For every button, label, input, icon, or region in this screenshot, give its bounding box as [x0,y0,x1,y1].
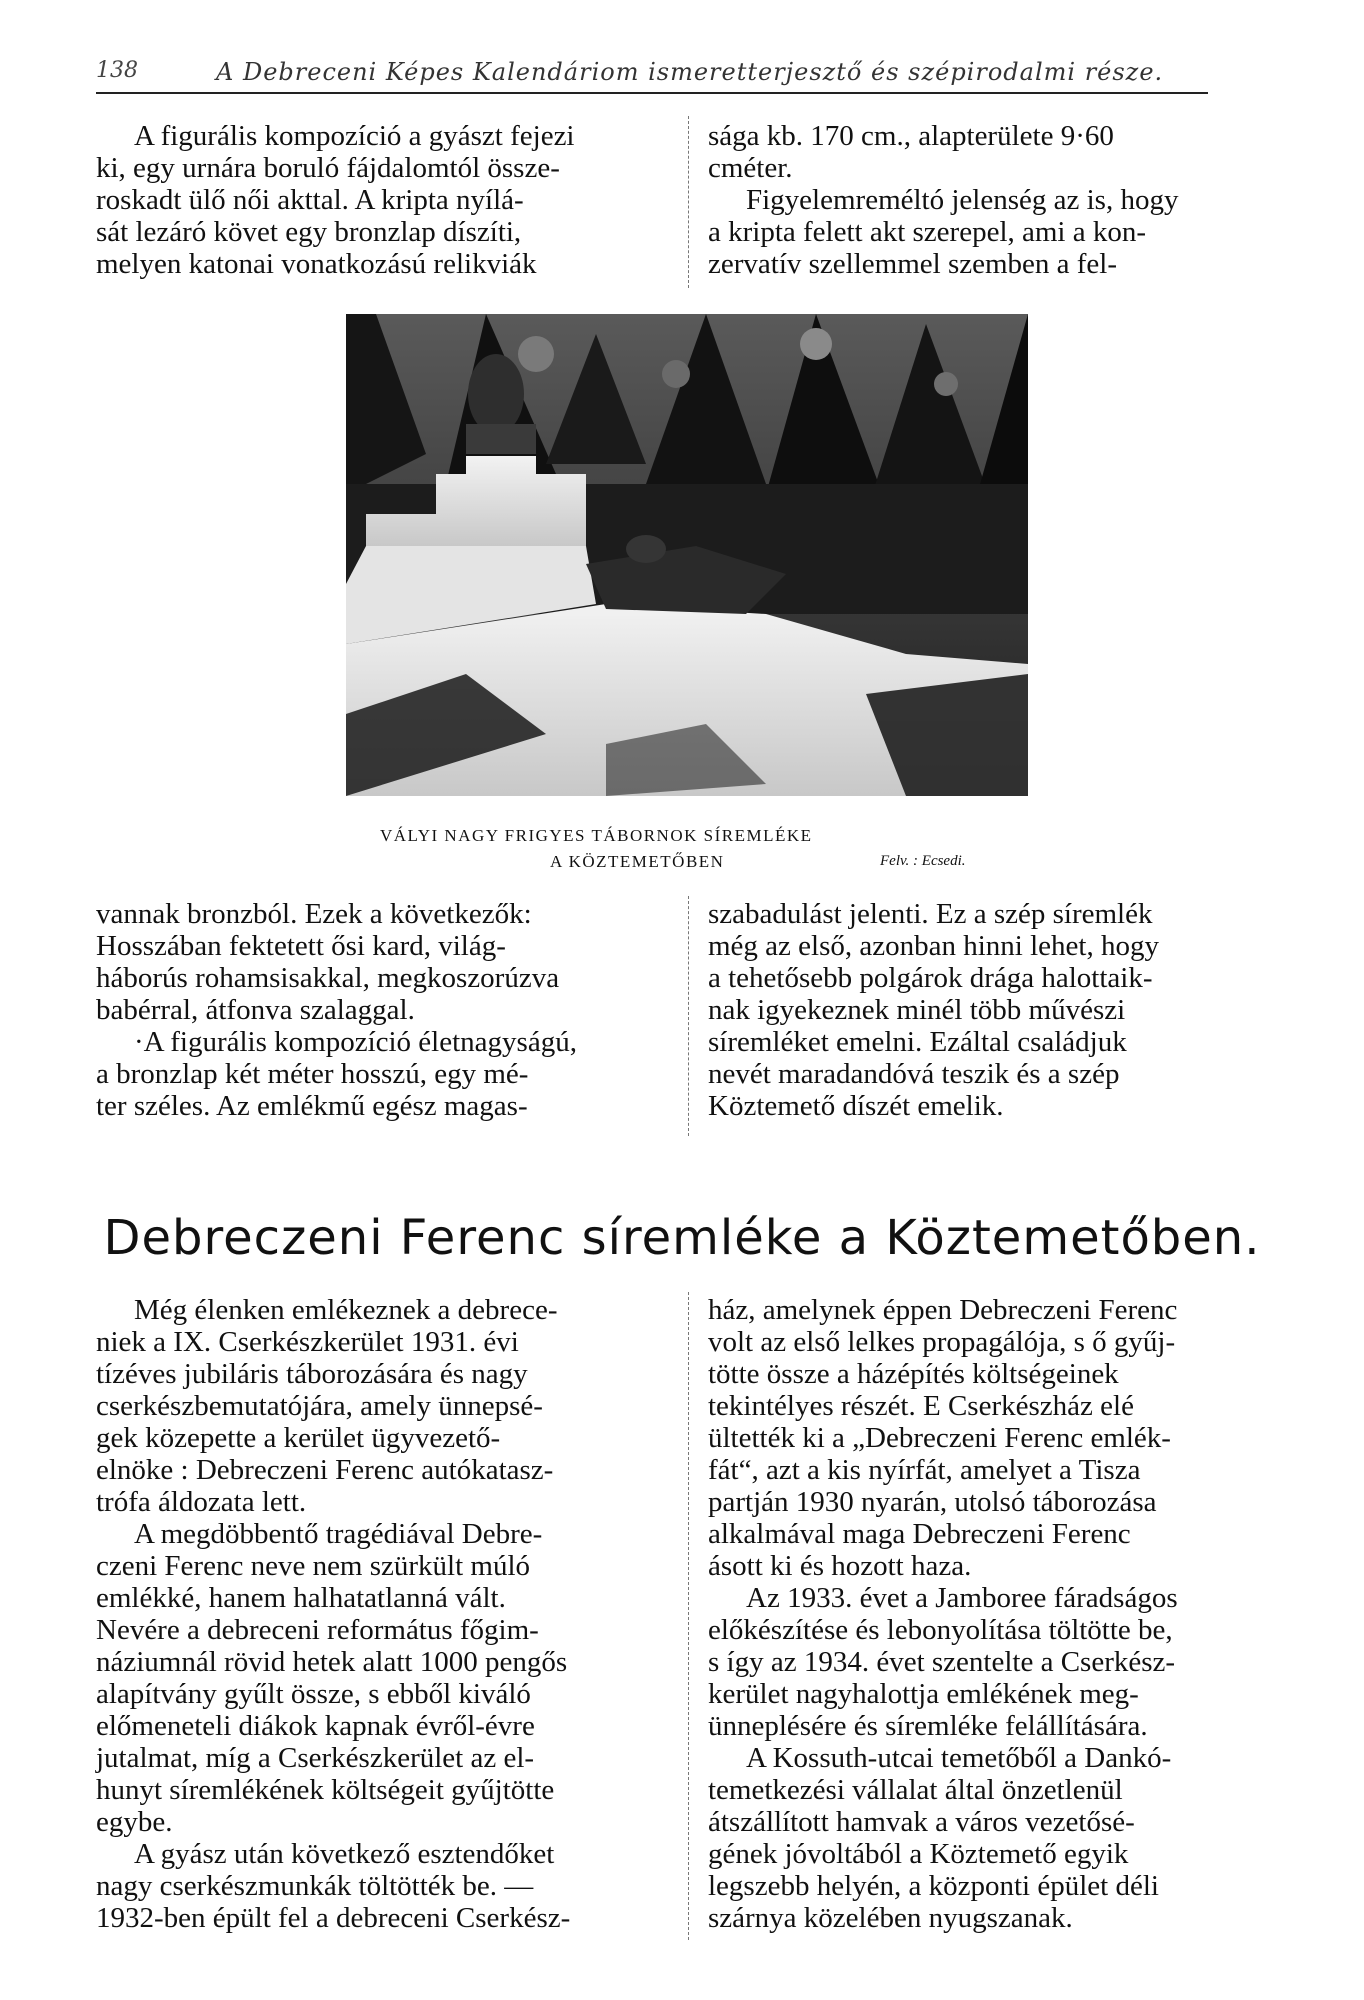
text-line: fát“, azt a kis nyírfát, amelyet a Tisza [708,1454,1141,1486]
text-line: ültették ki a „Debreczeni Ferenc emlék- [708,1422,1171,1454]
text-line: ásott ki és hozott haza. [708,1550,972,1582]
tomb-photograph-image [346,314,1028,796]
running-head [96,58,1208,94]
text-line: gének jóvoltából a Köztemető egyik [708,1838,1129,1870]
figure-caption: VÁLYI NAGY FRIGYES TÁBORNOK SÍREMLÉKE [380,826,813,845]
text-line: náziumnál rövid hetek alatt 1000 pengős [96,1646,568,1678]
top-left-column [96,120,686,280]
text-line: cserkészbemutatójára, amely ünnepsé- [96,1390,543,1422]
text-line: jutalmat, míg a Cserkészkerület az el- [96,1742,535,1774]
text-line: tekintélyes részét. E Cserkészház elé [708,1390,1134,1422]
text-line: zervatív szellemmel szemben a fel- [708,248,1118,280]
text-line: szárnya közelében nyugszanak. [708,1902,1073,1934]
text-line: Még élenken emlékeznek a debrece- [134,1294,558,1326]
text-line: nagy cserkészmunkák töltötték be. — [96,1870,534,1902]
text-line: A megdöbbentő tragédiával Debre- [134,1518,543,1550]
text-line: még az első, azonban hinni lehet, hogy [708,930,1159,962]
text-line: partján 1930 nyarán, utolsó táborozása [708,1486,1157,1518]
text-line: szabadulást jelenti. Ez a szép síremlék [708,898,1153,930]
text-line: a kripta felett akt szerepel, ami a kon- [708,216,1147,248]
photo-credit: Felv. : Ecsedi. [880,853,966,869]
text-line: a tehetősebb polgárok drága halottaik- [708,962,1153,994]
text-line: előkészítése és lebonyolítása töltötte be, [708,1614,1173,1646]
text-line: alapítvány gyűlt össze, s ebből kiváló [96,1678,531,1710]
bottom-right-column [708,1294,1268,1934]
text-line: 1932-ben épült fel a debreceni Cserkész- [96,1902,571,1934]
running-title: A Debreceni Képes Kalendáriom ismeretterjesztő és szépirodalmi része. [216,58,1164,86]
text-line: Köztemető díszét emelik. [708,1090,1004,1122]
middle-left-column [96,898,686,1122]
middle-right-column [708,898,1268,1122]
text-line: kerület nagyhalottja emlékének meg- [708,1678,1139,1710]
text-line: ünneplésére és síremléke felállítására. [708,1710,1148,1742]
text-line: Az 1933. évet a Jamboree fáradságos [746,1582,1178,1614]
text-line: Figyelemreméltó jelenség az is, hogy [746,184,1179,216]
section-heading: Debreczeni Ferenc síremléke a Köztemetőben. [103,1210,1261,1266]
figure-caption-location: A KÖZTEMETŐBEN [550,852,725,871]
bottom-left-column [96,1294,686,1934]
text-line: Nevére a debreceni református főgim- [96,1614,539,1646]
text-line: ter széles. Az emlékmű egész magas- [96,1090,528,1122]
column-divider [688,116,689,288]
text-line: ki, egy urnára boruló fájdalomtól össze- [96,152,560,184]
text-line: volt az első lelkes propagálója, s ő gyűj- [708,1326,1176,1358]
top-right-column [708,120,1268,280]
text-line: A Kossuth-utcai temetőből a Dankó- [746,1742,1172,1774]
text-line: nevét maradandóvá teszik és a szép [708,1058,1120,1090]
column-divider [688,1292,689,1940]
text-line: A figurális kompozíció a gyászt fejezi [134,120,575,152]
text-line: nak igyekeznek minél több művészi [708,994,1126,1026]
text-line: sága kb. 170 cm., alapterülete 9·60 [708,120,1114,152]
text-line: Hosszában fektetett ősi kard, világ- [96,930,506,962]
text-line: babérral, átfonva szalaggal. [96,994,415,1026]
text-line: ·A figurális kompozíció életnagyságú, [134,1026,577,1058]
text-line: legszebb helyén, a központi épület déli [708,1870,1159,1902]
page-number: 138 [96,58,138,83]
text-line: niek a IX. Cserkészkerület 1931. évi [96,1326,519,1358]
text-line: előmeneteli diákok kapnak évről-évre [96,1710,535,1742]
text-line: cméter. [708,152,793,184]
photograph [346,314,1028,796]
text-line: s így az 1934. évet szentelte a Cserkész- [708,1646,1176,1678]
text-line: egybe. [96,1806,173,1838]
text-line: temetkezési vállalat által önzetlenül [708,1774,1123,1806]
text-line: alkalmával maga Debreczeni Ferenc [708,1518,1131,1550]
text-line: gek közepette a kerület ügyvezető- [96,1422,501,1454]
column-divider [688,896,689,1136]
text-line: melyen katonai vonatkozású relikviák [96,248,537,280]
text-line: vannak bronzból. Ezek a következők: [96,898,532,930]
text-line: czeni Ferenc neve nem szürkült múló [96,1550,531,1582]
text-line: síremléket emelni. Ezáltal családjuk [708,1026,1127,1058]
text-line: háborús rohamsisakkal, megkoszorúzva [96,962,560,994]
text-line: tötte össze a házépítés költségeinek [708,1358,1119,1390]
text-line: roskadt ülő női akttal. A kripta nyílá- [96,184,524,216]
text-line: átszállított hamvak a város vezetősé- [708,1806,1135,1838]
text-line: emlékké, hanem halhatatlanná vált. [96,1582,506,1614]
text-line: a bronzlap két méter hosszú, egy mé- [96,1058,529,1090]
text-line: trófa áldozata lett. [96,1486,307,1518]
text-line: sát lezáró követ egy bronzlap díszíti, [96,216,522,248]
text-line: elnöke : Debreczeni Ferenc autókatasz- [96,1454,554,1486]
text-line: A gyász után következő esztendőket [134,1838,555,1870]
text-line: tízéves jubiláris táborozására és nagy [96,1358,528,1390]
text-line: hunyt síremlékének költségeit gyűjtötte [96,1774,555,1806]
text-line: ház, amelynek éppen Debreczeni Ferenc [708,1294,1178,1326]
